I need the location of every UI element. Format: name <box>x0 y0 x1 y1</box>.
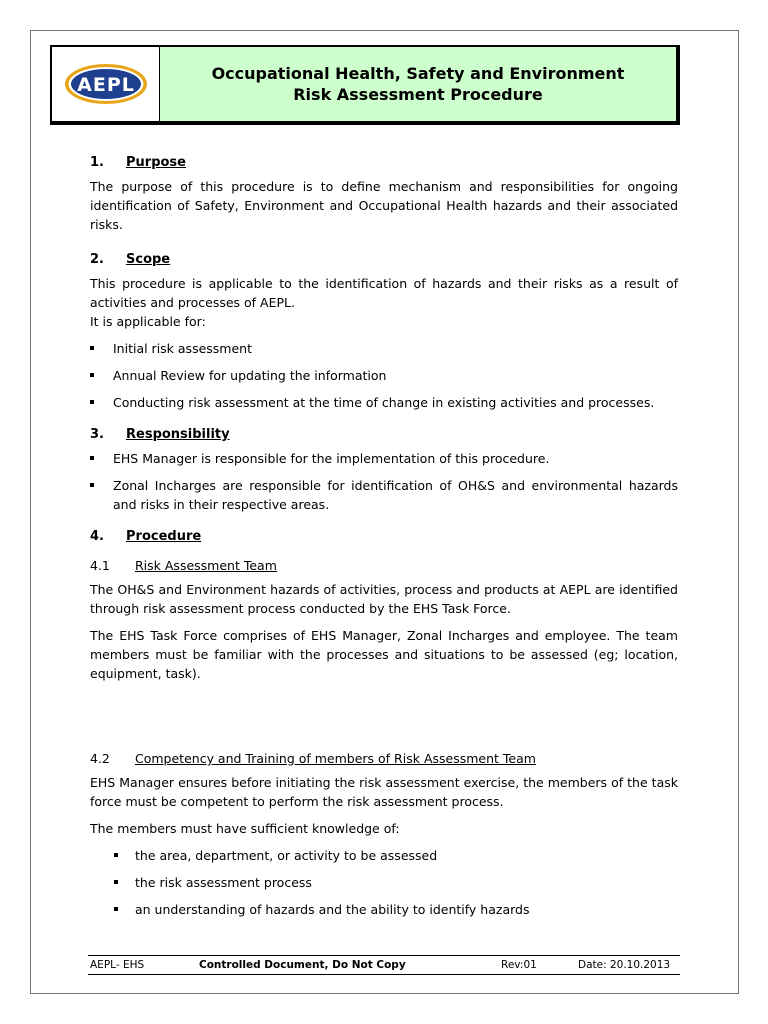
list-item: the risk assessment process <box>90 873 678 892</box>
document-title: Occupational Health, Safety and Environment Risk Assessment Procedure <box>211 64 625 104</box>
purpose-text: The purpose of this procedure is to define mechanism and responsibilities for ongoing identification of Safety, Environment and Occupational Health hazards and their associated risks. <box>90 179 678 232</box>
section-title: Scope <box>126 252 171 267</box>
section-number: 3. <box>90 427 104 442</box>
document-header <box>50 45 680 125</box>
section-title: Purpose <box>126 155 186 170</box>
logo-cell <box>52 47 160 121</box>
subsection-title: Competency and Training of members of Risk Assessment Team <box>135 751 536 766</box>
section-number: 1. <box>90 155 104 170</box>
section-number: 2. <box>90 252 104 267</box>
scope-text: This procedure is applicable to the identification of hazards and their risks as a result of activities and processes of AEPL. <box>90 276 678 310</box>
list-item: an understanding of hazards and the ability to identify hazards <box>90 900 678 919</box>
subsection-4-2-heading <box>90 749 678 768</box>
document-footer <box>88 955 680 975</box>
list-item: Conducting risk assessment at the time of change in existing activities and processes. <box>90 393 678 412</box>
footer-notice: Controlled Document, Do Not Copy <box>199 959 406 971</box>
section-title: Procedure <box>126 529 202 544</box>
section-procedure-heading <box>90 527 678 546</box>
risk-team-paragraph-1: The OH&S and Environment hazards of activities, process and products at AEPL are identified through risk assessment process conducted by the EHS Task Force. <box>90 582 678 616</box>
list-item: the area, department, or activity to be assessed <box>90 846 678 865</box>
section-purpose-heading <box>90 153 678 172</box>
risk-team-paragraph-2: The EHS Task Force comprises of EHS Manager, Zonal Incharges and employee. The team members must be familiar with the processes and situations to be assessed (eg; location, equipment, task). <box>90 628 678 681</box>
footer-doc-ref: AEPL- EHS <box>90 959 145 971</box>
list-item: Initial risk assessment <box>90 339 678 358</box>
section-number: 4. <box>90 529 104 544</box>
section-scope-heading <box>90 250 678 269</box>
subsection-number: 4.2 <box>90 751 110 766</box>
footer-revision: Rev:01 <box>501 959 537 971</box>
scope-applicable-text: It is applicable for: <box>90 314 206 329</box>
scope-list <box>90 339 678 412</box>
subsection-number: 4.1 <box>90 558 110 573</box>
list-item: EHS Manager is responsible for the implementation of this procedure. <box>90 449 678 468</box>
list-item: Zonal Incharges are responsible for identification of OH&S and environmental hazards and risks in their respective areas. <box>90 476 678 514</box>
competency-paragraph-2: The members must have sufficient knowledge of: <box>90 821 400 836</box>
footer-date: Date: 20.10.2013 <box>578 959 671 971</box>
responsibility-list <box>90 449 678 514</box>
list-item: Annual Review for updating the information <box>90 366 678 385</box>
section-title: Responsibility <box>126 427 230 442</box>
section-responsibility-heading <box>90 425 678 444</box>
subsection-title: Risk Assessment Team <box>135 558 277 573</box>
document-body <box>90 153 678 927</box>
logo-text: AEPL <box>76 74 135 96</box>
subsection-4-1-heading <box>90 556 678 575</box>
competency-paragraph-1: EHS Manager ensures before initiating the risk assessment exercise, the members of the task force must be competent to perform the risk assessment process. <box>90 775 678 809</box>
aepl-logo <box>63 61 149 107</box>
knowledge-list <box>90 846 678 919</box>
title-cell <box>160 47 676 121</box>
